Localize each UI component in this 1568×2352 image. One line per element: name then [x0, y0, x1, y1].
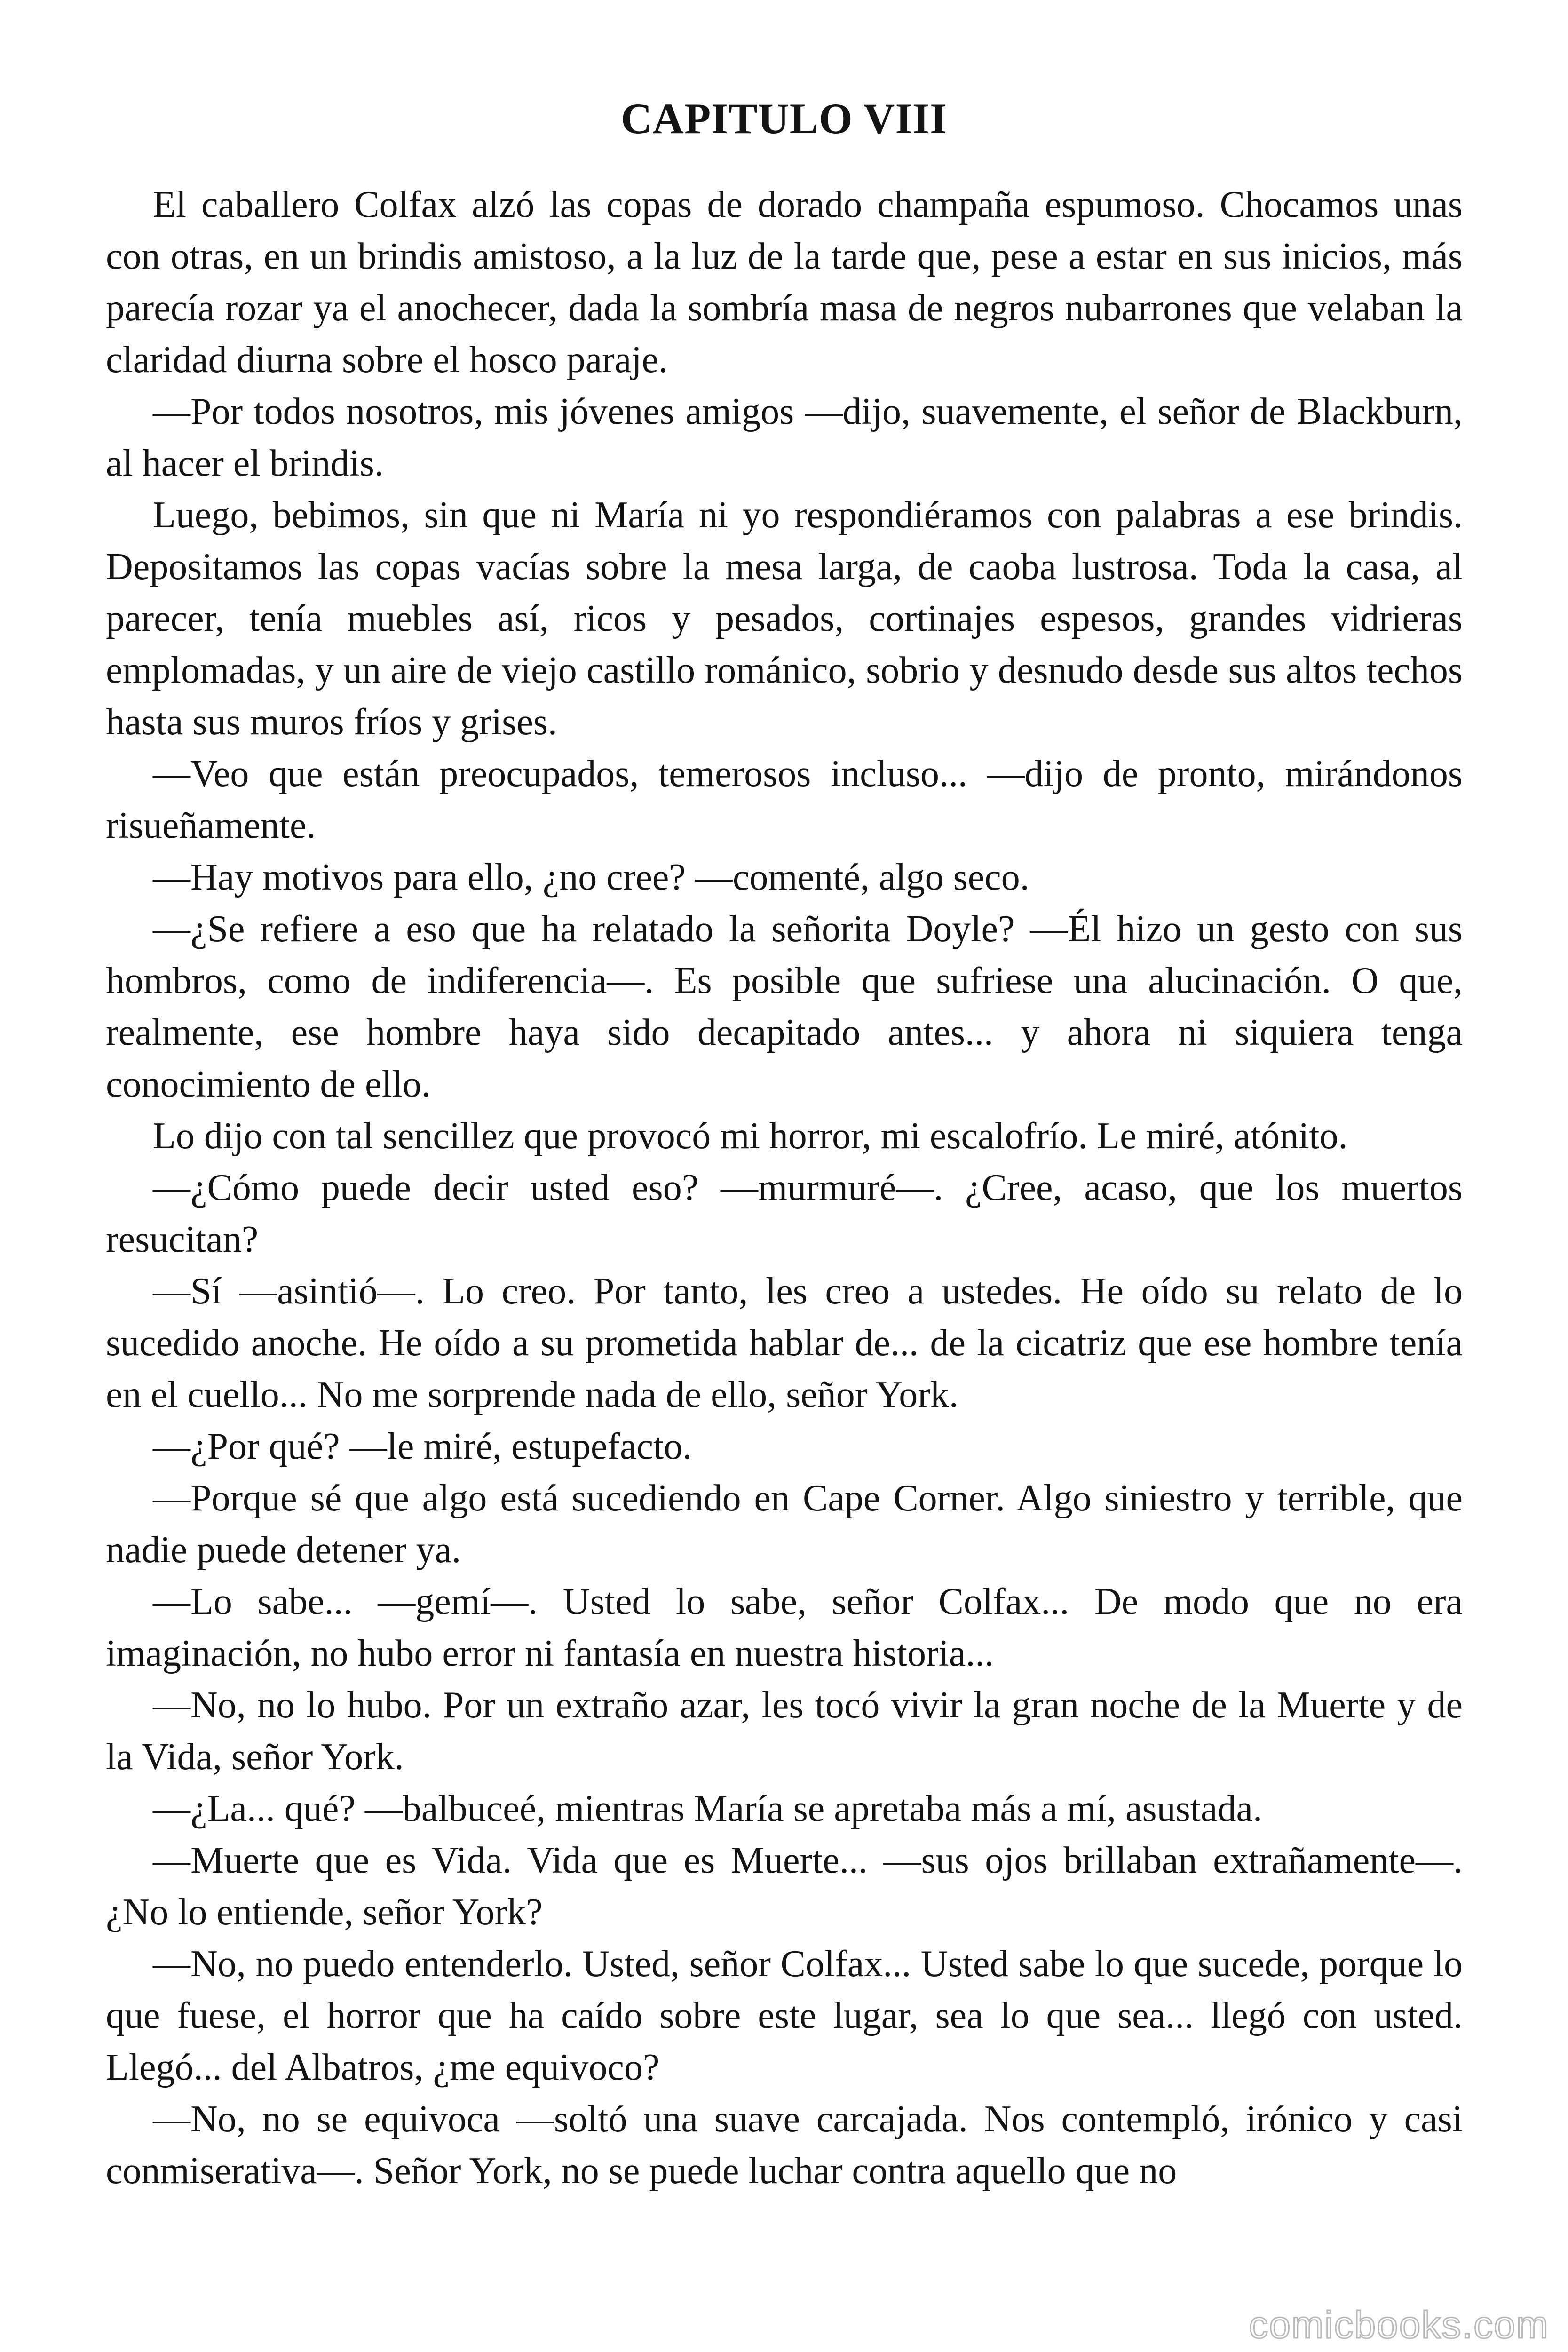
paragraph: —No, no puedo entenderlo. Usted, señor Colfax... Usted sabe lo que sucede, porque lo que fuese, el horror que ha caído sobre este lugar, sea lo que sea... llegó con usted. Llegó... del Albatros, ¿me equivoco? — [106, 1943, 1463, 2088]
paragraph: —Por todos nosotros, mis jóvenes amigos —dijo, suavemente, el señor de Blackburn, al hacer el brindis. — [106, 391, 1463, 484]
paragraph: —No, no se equivoca —soltó una suave carcajada. Nos contempló, irónico y casi conmiserativa—. Señor York, no se puede luchar contra aquello que no — [106, 2098, 1463, 2192]
paragraph: —¿Cómo puede decir usted eso? —murmuré—. ¿Cree, acaso, que los muertos resucitan? — [106, 1167, 1463, 1260]
paragraph: El caballero Colfax alzó las copas de dorado champaña espumoso. Chocamos unas con otras, en un brindis amistoso, a la luz de la tarde que, pese a estar en sus inicios, más parecía rozar ya el anochecer, dada la sombría masa de negros nubarrones que velaban la claridad diurna sobre el hosco paraje. — [106, 184, 1463, 381]
paragraph: —¿Por qué? —le miré, estupefacto. — [153, 1426, 692, 1467]
paragraph: Luego, bebimos, sin que ni María ni yo respondiéramos con palabras a ese brindis. Depositamos las copas vacías sobre la mesa larga, de caoba lustrosa. Toda la casa, al parecer, tenía muebles así, ricos y pesados, cortinajes espesos, grandes vidrieras emplomadas, y un aire de viejo castillo románico, sobrio y desnudo desde sus altos techos hasta sus muros fríos y grises. — [106, 494, 1463, 743]
paragraph: —Hay motivos para ello, ¿no cree? —comenté, algo seco. — [153, 857, 1029, 898]
paragraph: —¿La... qué? —balbuceé, mientras María se apretaba más a mí, asustada. — [153, 1788, 1263, 1829]
paragraph: —No, no lo hubo. Por un extraño azar, les tocó vivir la gran noche de la Muerte y de la Vida, señor York. — [106, 1685, 1463, 1778]
watermark-logo: comicbooks.com — [1249, 2304, 1549, 2346]
paragraph: —Muerte que es Vida. Vida que es Muerte... —sus ojos brillaban extrañamente—. ¿No lo entiende, señor York? — [106, 1840, 1463, 1933]
chapter-body — [106, 179, 1463, 2197]
paragraph: —Sí —asintió—. Lo creo. Por tanto, les creo a ustedes. He oído su relato de lo sucedido anoche. He oído a su prometida hablar de... de la cicatriz que ese hombre tenía en el cuello... No me sorprende nada de ello, señor York. — [106, 1271, 1463, 1415]
paragraph: —Veo que están preocupados, temerosos incluso... —dijo de pronto, mirándonos risueñamente. — [106, 753, 1463, 846]
paragraph: —¿Se refiere a eso que ha relatado la señorita Doyle? —Él hizo un gesto con sus hombros, como de indiferencia—. Es posible que sufriese una alucinación. O que, realmente, ese hombre haya sido decapitado antes... y ahora ni siquiera tenga conocimiento de ello. — [106, 908, 1463, 1105]
paragraph: —Lo sabe... —gemí—. Usted lo sabe, señor Colfax... De modo que no era imaginación, no hubo error ni fantasía en nuestra historia... — [106, 1581, 1463, 1674]
chapter-title: CAPITULO VIII — [621, 94, 947, 143]
paragraph: Lo dijo con tal sencillez que provocó mi horror, mi escalofrío. Le miré, atónito. — [153, 1115, 1348, 1157]
paragraph: —Porque sé que algo está sucediendo en Cape Corner. Algo siniestro y terrible, que nadie puede detener ya. — [106, 1478, 1463, 1571]
